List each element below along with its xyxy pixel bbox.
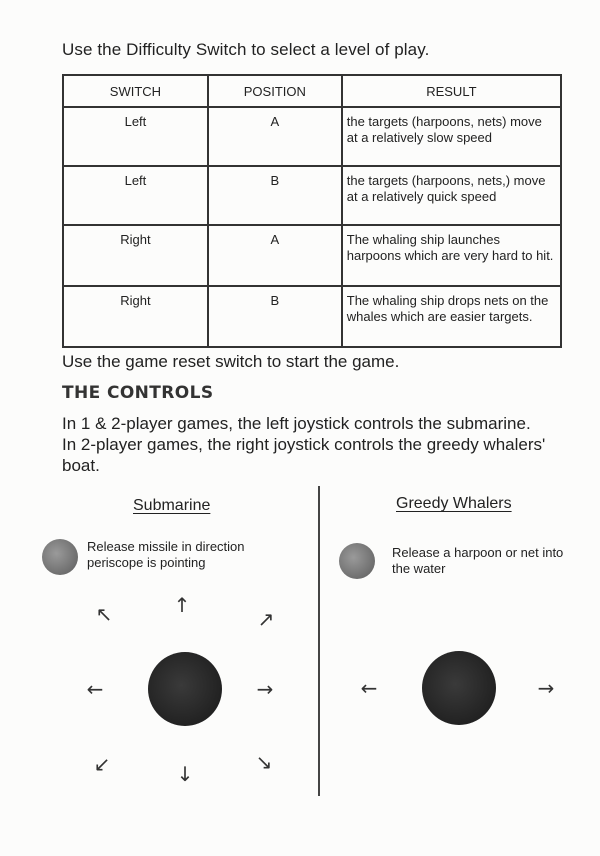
- cell-switch: Left: [63, 107, 208, 166]
- cell-switch: Right: [63, 225, 208, 286]
- header-position: POSITION: [208, 75, 342, 107]
- arrow-left-icon: ←: [360, 676, 378, 700]
- cell-result: the targets (harpoons, nets) move at a relatively slow speed: [342, 107, 561, 166]
- arrow-down-icon: ↓: [176, 762, 194, 786]
- submarine-title: Submarine: [133, 497, 211, 514]
- cell-result: the targets (harpoons, nets,) move at a relatively quick speed: [342, 166, 561, 225]
- arrow-up-icon: ↑: [173, 593, 191, 617]
- table-row: [63, 225, 561, 286]
- arrow-down-right-icon: ↘: [255, 750, 273, 774]
- whalers-fire-description: Release a harpoon or net into the water: [392, 545, 564, 576]
- cell-position: A: [208, 107, 342, 166]
- cell-switch: Left: [63, 166, 208, 225]
- fire-button-icon: [339, 543, 375, 579]
- table-header-row: [63, 75, 561, 107]
- cell-position: B: [208, 286, 342, 347]
- header-result: RESULT: [342, 75, 561, 107]
- cell-switch: Right: [63, 286, 208, 347]
- cell-result: The whaling ship launches harpoons which are very hard to hit.: [342, 225, 561, 286]
- controls-heading: THE CONTROLS: [62, 383, 214, 403]
- cell-position: B: [208, 166, 342, 225]
- cell-result: The whaling ship drops nets on the whales which are easier targets.: [342, 286, 561, 347]
- submarine-fire-description: Release missile in direction periscope is pointing: [87, 539, 245, 570]
- joystick-icon: [422, 651, 496, 725]
- table-row: [63, 286, 561, 347]
- difficulty-table: [62, 74, 562, 348]
- cell-position: A: [208, 225, 342, 286]
- table-row: [63, 107, 561, 166]
- arrow-left-icon: ←: [86, 677, 104, 701]
- arrow-right-icon: →: [537, 676, 555, 700]
- whalers-title: Greedy Whalers: [396, 495, 512, 512]
- controls-description: [62, 413, 572, 476]
- header-switch: SWITCH: [63, 75, 208, 107]
- arrow-down-left-icon: ↙: [93, 752, 111, 776]
- arrow-up-right-icon: ↗: [257, 607, 275, 631]
- controls-line-1: In 1 & 2-player games, the left joystick controls the submarine.: [62, 414, 531, 433]
- joystick-icon: [148, 652, 222, 726]
- difficulty-intro: Use the Difficulty Switch to select a level of play.: [62, 40, 430, 59]
- arrow-right-icon: →: [256, 677, 274, 701]
- table-row: [63, 166, 561, 225]
- arrow-up-left-icon: ↖: [95, 602, 113, 626]
- controls-line-2: In 2-player games, the right joystick controls the greedy whalers' boat.: [62, 435, 546, 475]
- panel-divider: [318, 486, 320, 796]
- reset-instruction: Use the game reset switch to start the game.: [62, 352, 400, 371]
- fire-button-icon: [42, 539, 78, 575]
